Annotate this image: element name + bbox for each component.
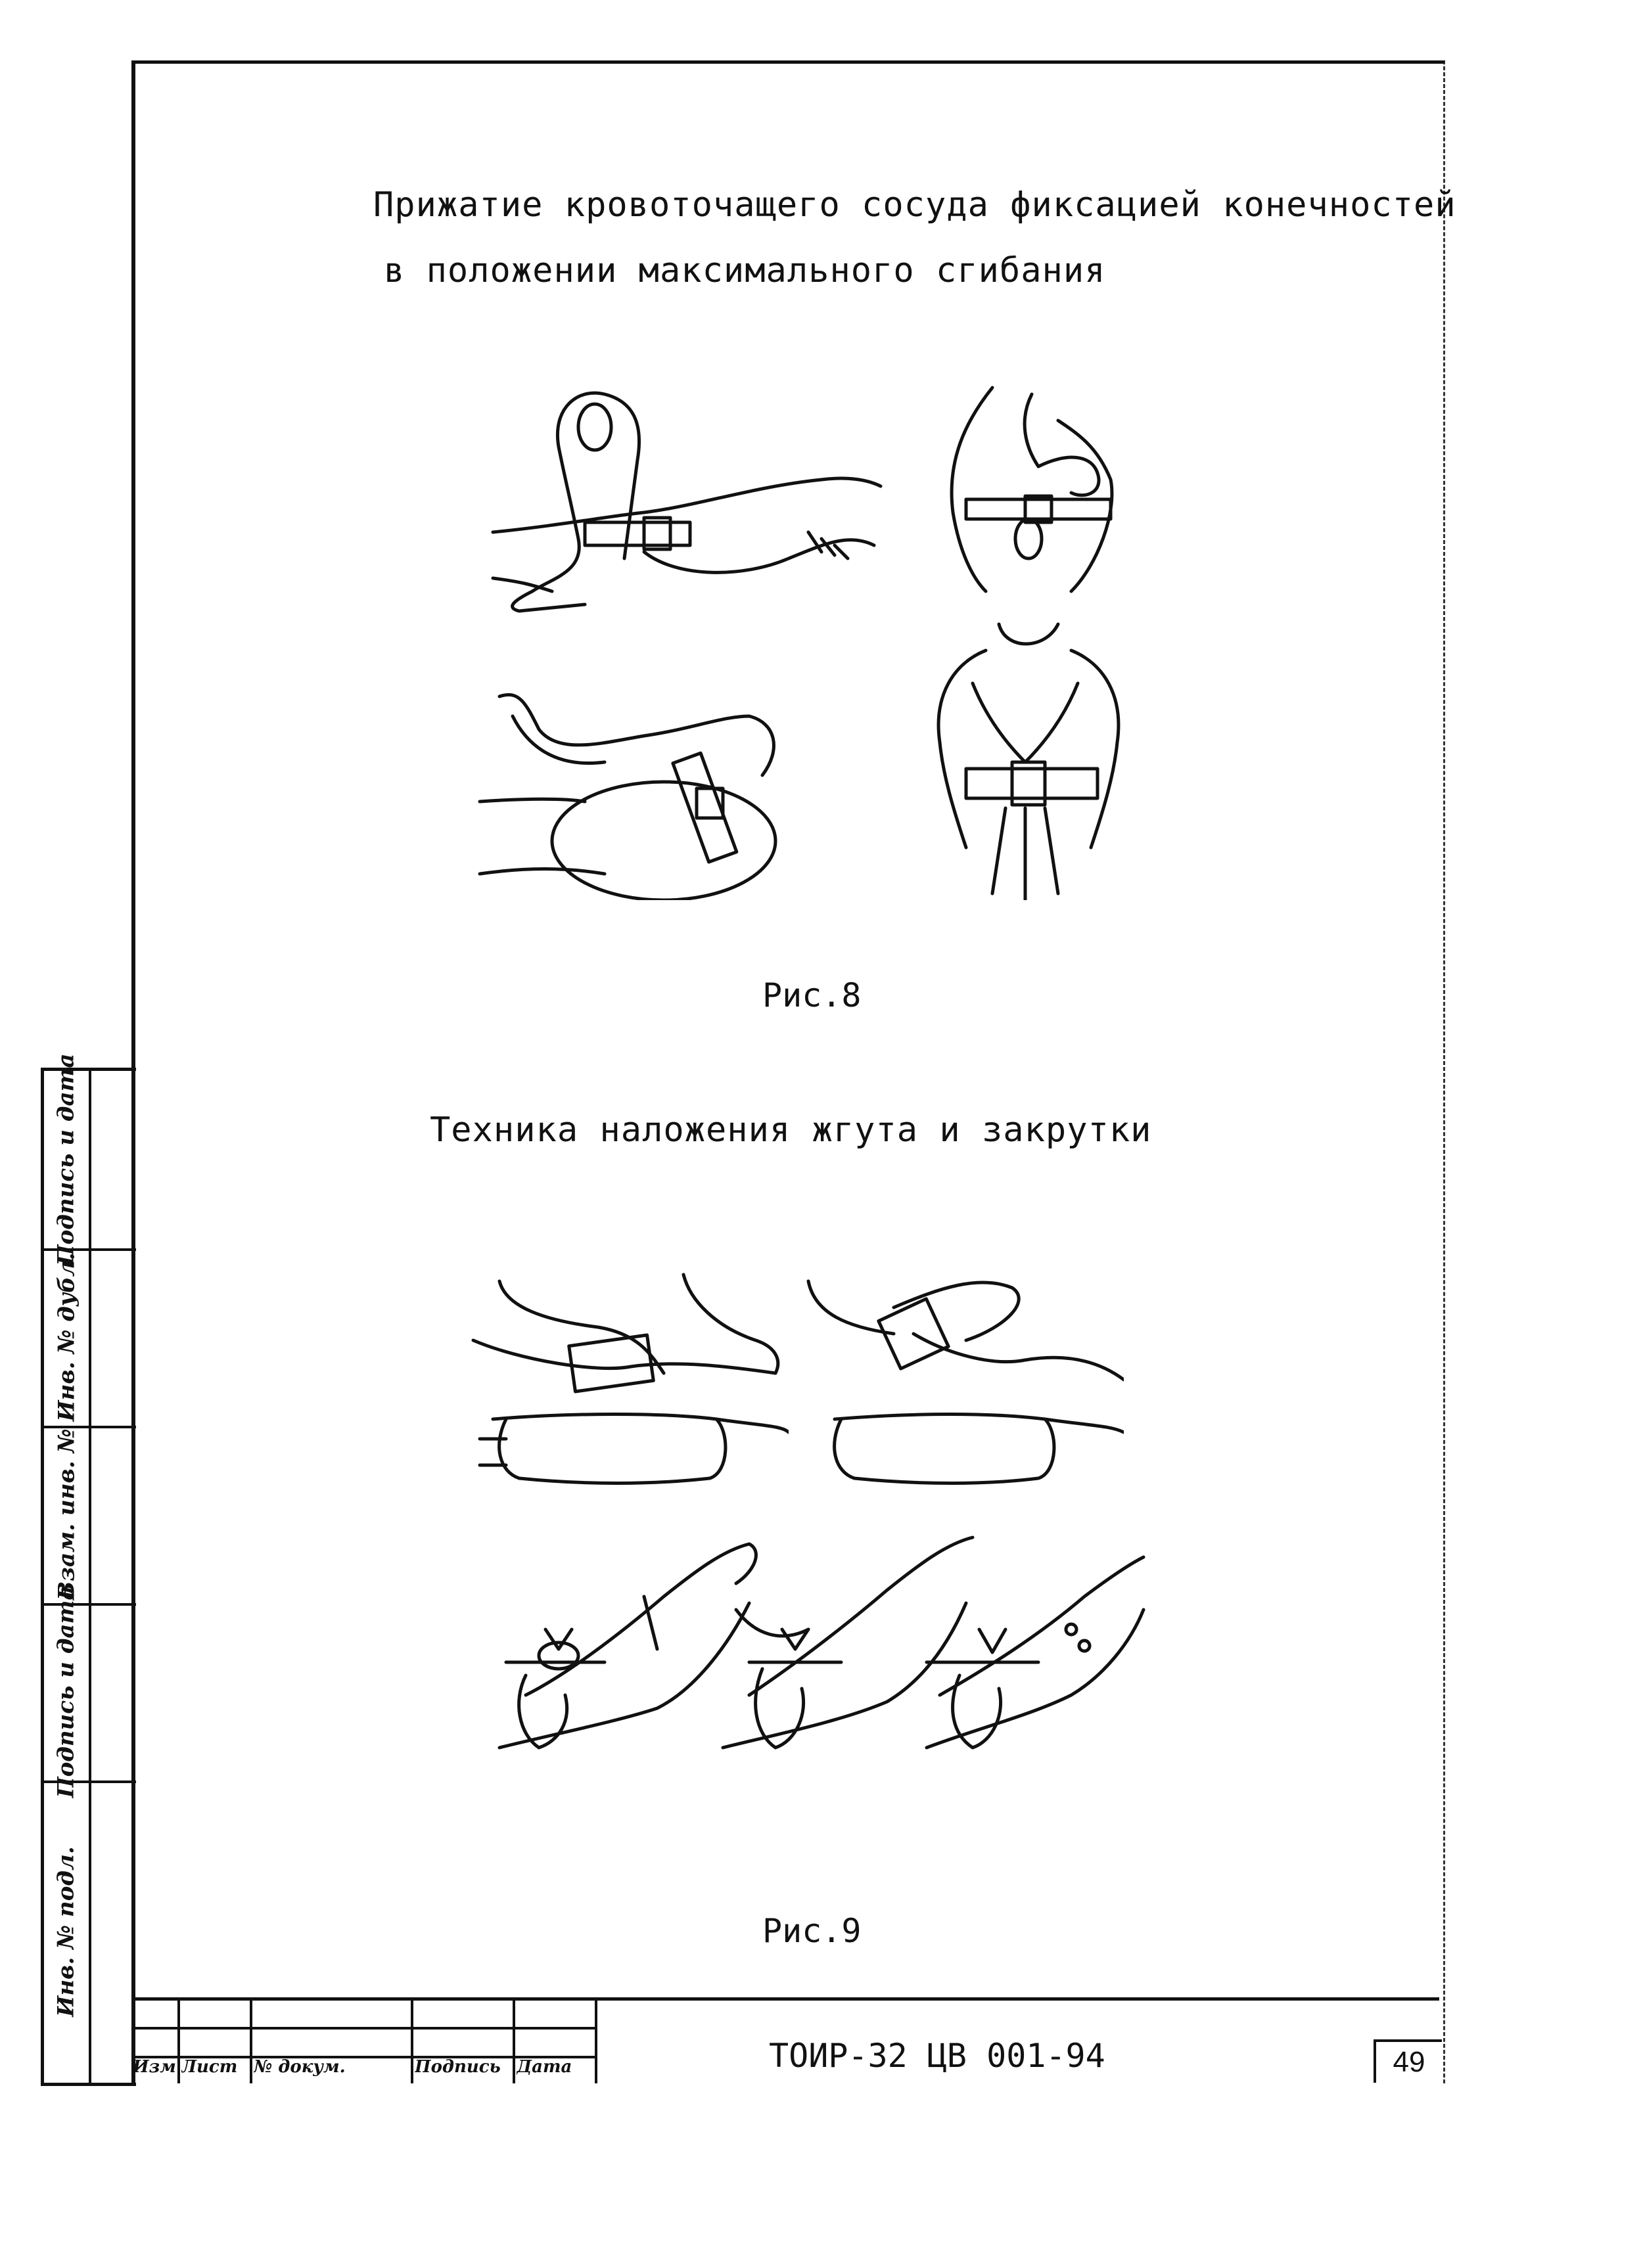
title-block-col-signature: Подпись	[415, 2057, 501, 2077]
page-number: 49	[1374, 2039, 1442, 2083]
side-stamp-divider	[89, 1071, 91, 2083]
figure-9-tourniquet-tightening-drawing	[795, 1268, 1124, 1531]
side-stamp-replacement-inv: Взам. инв. №	[53, 1428, 80, 1600]
title-block-row-line	[131, 2027, 595, 2030]
heading-line-3: Техника наложения жгута и закрутки	[430, 1110, 1152, 1150]
page-frame	[131, 60, 1445, 2083]
figure-9-tourniquet-thigh-drawing	[467, 1268, 789, 1531]
side-stamp-signature-date-2: Подпись и дата	[53, 1053, 80, 1266]
title-block-col-sheet: Лист	[181, 2057, 238, 2077]
document-code: ТОИР-32 ЦВ 001-94	[769, 2037, 1105, 2075]
figure-8-knee-flexion-drawing	[480, 381, 887, 618]
heading-line-1: Прижатие кровоточащего сосуда фиксацией конечностей	[373, 185, 1456, 225]
title-block-col-line	[411, 2001, 413, 2083]
figure-8-elbow-flexion-drawing	[927, 381, 1137, 598]
title-block-col-doc-number: № докум.	[254, 2057, 346, 2077]
figure-8-hip-flexion-drawing	[473, 677, 815, 900]
figure-9-caption: Рис.9	[762, 1912, 862, 1950]
figure-9-twist-fixed-drawing	[913, 1531, 1150, 1761]
title-block-col-line	[513, 2001, 515, 2083]
side-stamp-inv-original: Инв. № подл.	[53, 1846, 80, 2017]
title-block-col-line	[250, 2001, 252, 2083]
heading-line-2: в положении максимального сгибания	[384, 251, 1106, 290]
side-stamp	[41, 1053, 136, 2086]
title-block-col-line	[177, 2001, 180, 2083]
title-block-col-date: Дата	[517, 2057, 572, 2077]
title-block-grid	[131, 2001, 595, 2083]
title-block-col-change: Изм	[133, 2057, 176, 2077]
figure-8-caption: Рис.8	[762, 976, 862, 1014]
side-stamp-signature-date: Подпись и дата	[53, 1585, 80, 1798]
title-block-col-line	[595, 2001, 597, 2083]
figure-8-shoulders-back-drawing	[913, 611, 1150, 900]
side-stamp-inv-duplicate: Инв. № дубл.	[53, 1252, 80, 1422]
